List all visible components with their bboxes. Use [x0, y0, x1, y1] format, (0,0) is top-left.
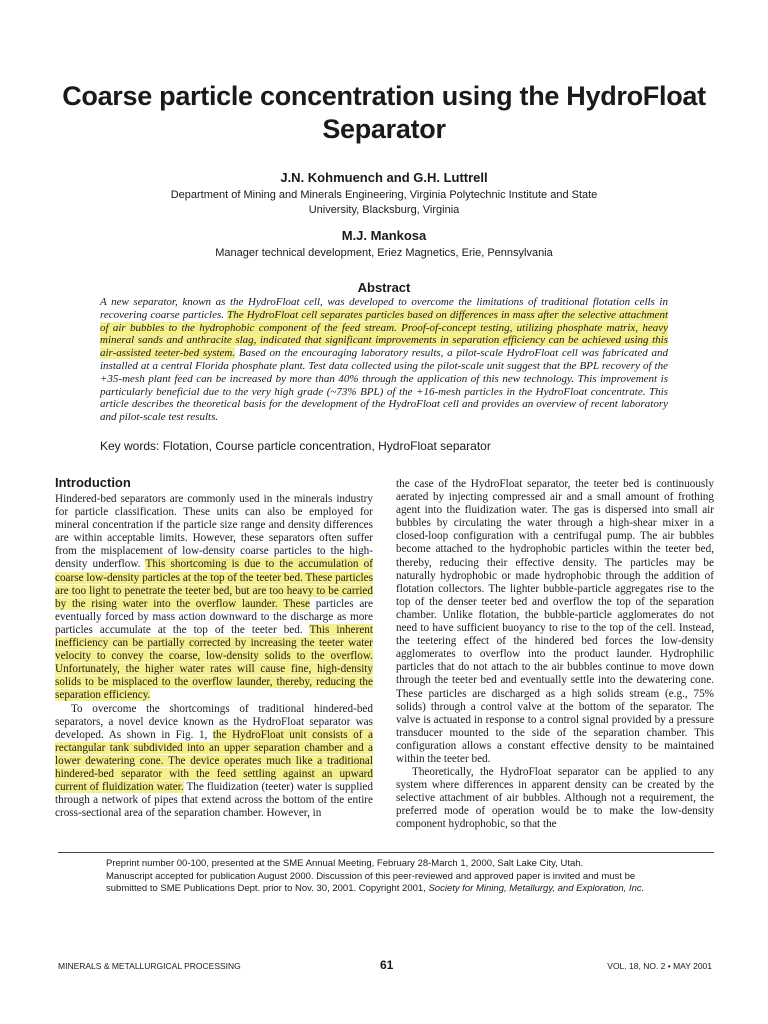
intro-p1-text-b: particles are eventually forced by mass action downward to the discharge as more particles accumulate at the top of the teeter bed. [55, 597, 374, 636]
abstract-text-part-2: Based on the encouraging laboratory results, a pilot-scale HydroFloat cell was fabricated and installed at a central Florida phosphate plant. Test data collected using the pilot-scale unit suggest that the BPL recovery of the +35-mesh plant feed can be increased by more than 40% through the application of this new technology. This improvement is particularly beneficial due to the very high grade (~73% BPL) of the +16-mesh particles in the HydroFloat concentrate. This article describes the theoretical basis for the development of the HydroFloat cell and provides an overview of recent laboratory and pilot-scale test results. [100, 347, 668, 424]
intro-p2-highlight: the HydroFloat unit consists of a rectangular tank subdivided into an upper separation chamber and a lower dewatering cone. The device operates much like a traditional hindered-bed separator with the feed settling against an upward current of fluidization water. [55, 728, 373, 794]
intro-p1-highlight-1: This shortcoming is due to the accumulation of coarse low-density particles at the top of the teeter bed. These particles are too light to penetrate the teeter bed, but are too heavy to be carried by the rising water into the overflow launder. These [55, 558, 373, 610]
intro-p1-text-a: Hindered-bed separators are commonly used in the minerals industry for particle classification. These units can also be employed for mineral concentration if the particle size range and density differences are within acceptable limits. However, these separators often suffer from the misplacement of low-density coarse particles to the high-density underflow. [55, 493, 373, 571]
introduction-heading: Introduction [55, 475, 131, 490]
footnote [106, 858, 668, 896]
right-paragraph-1: the case of the HydroFloat separator, the teeter bed is continuously aerated by injecting compressed air and a small amount of frothing agent into the fluidization water. The gas is dispersed into small air bubbles by circulating the water through a high-shear mixer in a closed-loop configuration with a centrifugal pump. The air bubbles become attached to the hydrophobic particles within the teeter bed, thereby, reducing their effective density. The particles may be naturally hydrophobic or made hydrophobic through the addition of flotation collectors. The lighter bubble-particle aggregates rise to the top of the denser teeter bed and overflow the top of the separation chamber. Unlike flotation, the bubble-particle agglomerates do not need to have sufficient buoyancy to rise to the top of the cell. Instead, the teetering effect of the hindered bed forces the low-density agglomerates to overflow into the product launder. Hydrophilic particles that do not attach to the air bubbles continue to move down through the teeter bed and eventually settle into the dewatering cone. These particles are discharged as a high solids stream (e.g., 75% solids) through a control valve at the bottom of the separator. The valve is actuated in response to a control signal provided by a pressure transducer mounted to the side of the separation chamber. This configuration allows a constant effective density to be maintained within the teeter bed. [396, 478, 714, 765]
abstract-highlight: The HydroFloat cell separates particles based on differences in mass after the selective attachment of air bubbles to the hydrophobic component of the feed stream. Proof-of-concept testing, utilizing phosphate matrix, heavy mineral sands and anthracite slag, indicated that significant improvements in separation efficiency can be achieved using this air-assisted teeter-bed system. [100, 308, 668, 360]
author-affiliation-1: Department of Mining and Minerals Engineering, Virginia Polytechnic Institute and State University, Blacksburg, Virginia [170, 189, 598, 216]
author-block-2 [60, 228, 708, 261]
page-title: Coarse particle concentration using the HydroFloat Separator [62, 81, 706, 144]
footnote-divider [58, 852, 714, 853]
intro-p2-text-b: The fluidization (teeter) water is supplied through a network of pipes that extend across the bottom of the entire cross-sectional area of the separation chamber. However, in [55, 781, 373, 820]
intro-paragraph-2 [55, 703, 373, 821]
abstract-text-part-1: A new separator, known as the HydroFloat cell, was developed to overcome the limitations of traditional flotation cells in recovering coarse particles. [100, 296, 668, 321]
footnote-line-2-italic: Society for Mining, Metallurgy, and Exploration, Inc. [428, 883, 645, 894]
author-names-1: J.N. Kohmuench and G.H. Luttrell [280, 170, 488, 185]
footer-journal: MINERALS & METALLURGICAL PROCESSING [58, 961, 241, 971]
footer-volume: VOL. 18, NO. 2 • MAY 2001 [607, 961, 712, 971]
intro-p1-highlight-2: This inherent inefficiency can be partially corrected by increasing the teeter water velocity to convey the coarse, low-density solids to the overflow. Unfortunately, the higher water rates will cause fine, high-density solids to be misplaced to the overflow launder, thereby, reducing the separation efficiency. [55, 623, 373, 702]
abstract-heading: Abstract [357, 280, 411, 295]
intro-paragraph-1 [55, 493, 373, 703]
keywords: Key words: Flotation, Course particle concentration, HydroFloat separator [100, 439, 491, 453]
abstract-text [100, 296, 668, 424]
right-column [396, 478, 714, 832]
footnote-line-2 [106, 871, 668, 896]
author-affiliation-2: Manager technical development, Eriez Magnetics, Erie, Pennsylvania [215, 247, 553, 259]
intro-p2-text-a: To overcome the shortcomings of traditional hindered-bed separators, a novel device known as the HydroFloat separator was developed. As shown in Fig. 1, [55, 702, 373, 741]
page-footer [58, 958, 714, 974]
page-number: 61 [380, 958, 394, 972]
right-paragraph-2: Theoretically, the HydroFloat separator can be applied to any system where differences in apparent density can be created by the selective attachment of air bubbles. Although not a requirement, the preferred mode of operation would be to make the low-density component hydrophobic, so that the [396, 766, 714, 831]
author-names-2: M.J. Mankosa [341, 228, 427, 243]
author-block-1 [60, 170, 708, 218]
left-column [55, 475, 373, 820]
footnote-line-2-text: Manuscript accepted for publication August 2000. Discussion of this peer-reviewed and approved paper is invited and must be submitted to SME Publications Dept. prior to Nov. 30, 2001. Copyright 2001, [106, 870, 636, 894]
footnote-line-1: Preprint number 00-100, presented at the SME Annual Meeting, February 28-March 1, 2000, Salt Lake City, Utah. [106, 858, 584, 869]
